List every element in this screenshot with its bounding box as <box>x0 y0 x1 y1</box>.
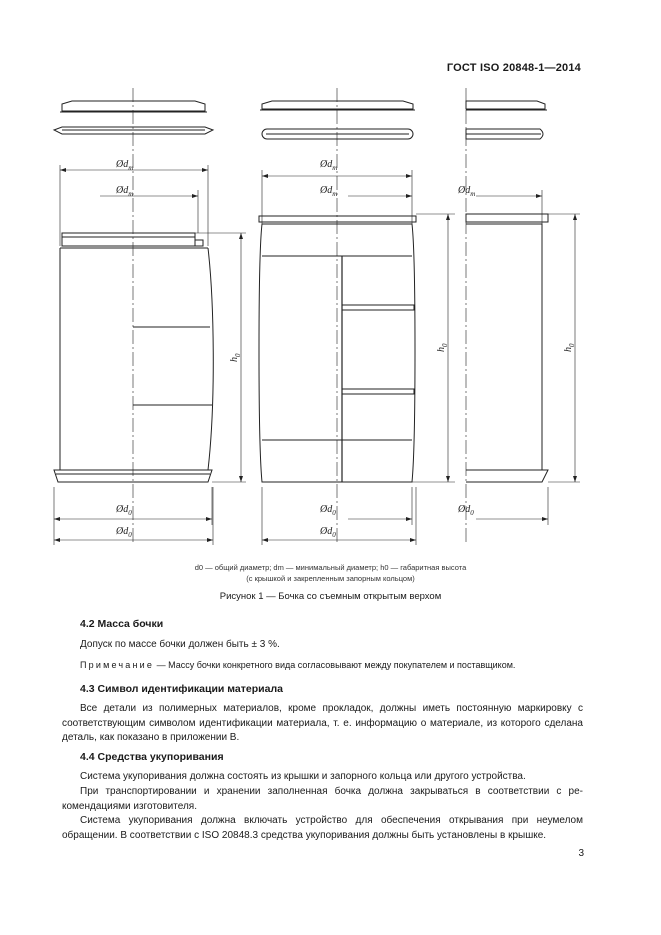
figure-legend <box>60 562 601 584</box>
center-lines <box>133 88 466 545</box>
label-d0-2a: $Ød_0$ <box>320 504 336 517</box>
drum-2 <box>259 101 416 482</box>
label-dm-1a: $Ød_m$ <box>116 159 134 172</box>
section-4-2-note <box>62 658 583 673</box>
drum-3 <box>466 101 548 482</box>
label-d0-2b: $Ød_0$ <box>320 526 336 539</box>
figure-legend-line-2: (с крышкой и закрепленным запорным кольцом) <box>246 574 415 583</box>
label-dm-2b: $Ød_m$ <box>320 185 338 198</box>
label-h0-1: $h_0$ <box>229 353 242 362</box>
label-dm-3: $Ød_m$ <box>458 185 476 198</box>
note-label: Примечание <box>80 660 155 670</box>
page-number: 3 <box>578 848 584 859</box>
label-dm-1b: $Ød_m$ <box>116 185 134 198</box>
section-4-4-paragraph-1: Система укупоривания должна состоять из крышки и запорного кольца или другого устройства. <box>80 771 526 782</box>
section-4-3-paragraph: Все детали из полимерных материалов, кроме прокладок, должны иметь постоянную маркировку с соответствующим символом идентификации материала, т. е. информацию о материале, из которого сделана деталь, как показано в приложении В. <box>62 703 583 743</box>
drum-1 <box>54 101 213 482</box>
figure-caption: Рисунок 1 — Бочка со съемным открытым верхом <box>219 591 442 602</box>
section-4-4-paragraph-3: Система укупоривания должна включать устройство для обеспечения открывания при неумелом обращении. В соответствии с ISO 20848.3 средства укупоривания должны быть установлены в крышке. <box>62 815 583 841</box>
label-h0-2: $h_0$ <box>436 343 449 352</box>
section-heading-4-4: 4.4 Средства укупоривания <box>80 751 224 763</box>
figure-legend-line-1: d0 — общий диаметр; dm — минимальный диаметр; h0 — габаритная высота <box>194 563 467 572</box>
section-heading-4-2: 4.2 Масса бочки <box>80 618 164 630</box>
section-4-2-paragraph: Допуск по массе бочки должен быть ± 3 %. <box>80 639 280 650</box>
label-h0-3: $h_0$ <box>563 343 576 352</box>
label-d0-1b: $Ød_0$ <box>116 526 132 539</box>
label-d0-1a: $Ød_0$ <box>116 504 132 517</box>
document-header: ГОСТ ISO 20848-1—2014 <box>446 62 581 74</box>
label-dm-2a: $Ød_m$ <box>320 159 338 172</box>
section-4-4-paragraph-2: При транспортировании и хранении заполненная бочка должна закрываться в соответствии с ре-комендациями изготовителя. <box>62 786 583 812</box>
section-heading-4-3: 4.3 Символ идентификации материала <box>80 683 283 695</box>
label-d0-3: $Ød_0$ <box>458 504 474 517</box>
note-text: — Массу бочки конкретного вида согласовывают между покупателем и поставщиком. <box>154 660 516 670</box>
